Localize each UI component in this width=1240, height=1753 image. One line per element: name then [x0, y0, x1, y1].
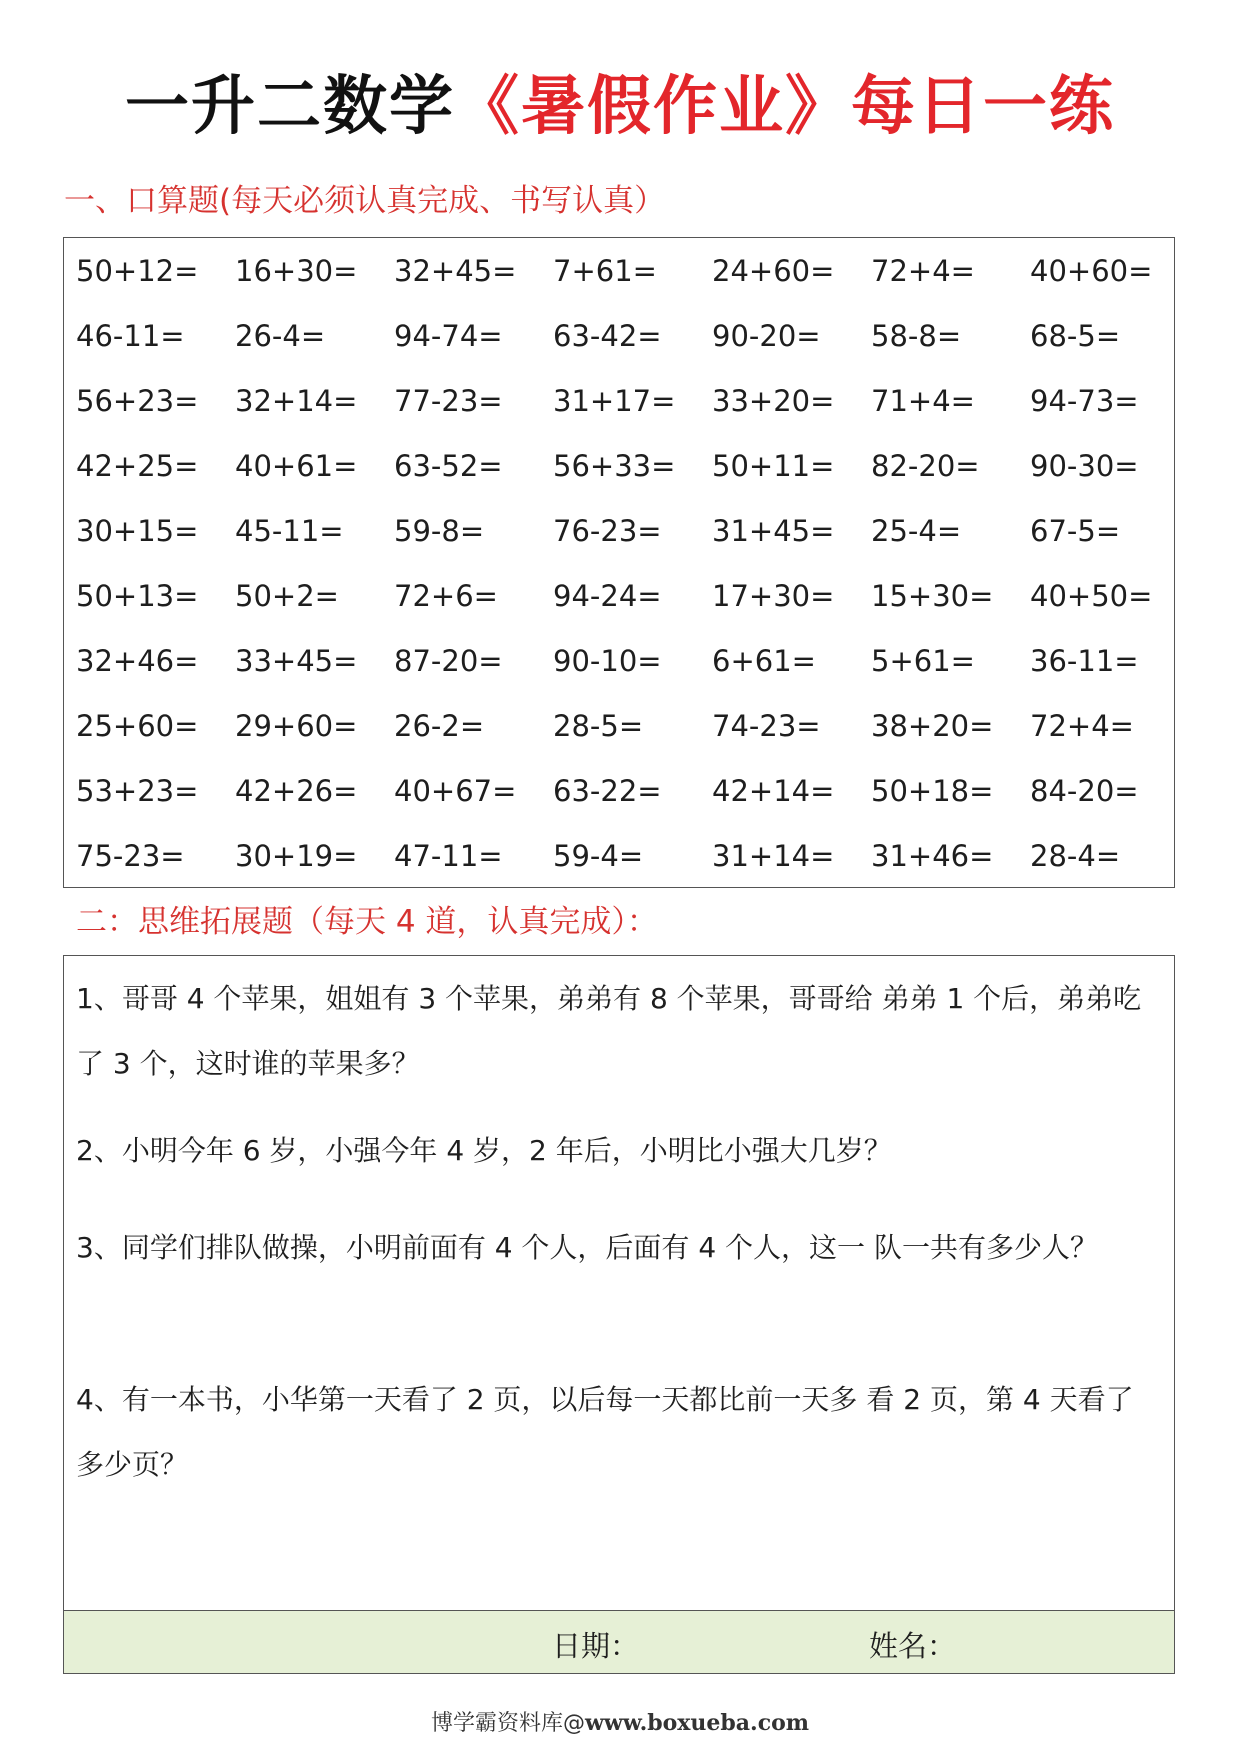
math-item: 7+61= — [553, 254, 657, 288]
math-row — [76, 707, 1189, 772]
math-item: 47-11= — [394, 839, 503, 873]
math-row — [76, 577, 1189, 642]
math-item: 5+61= — [871, 644, 975, 678]
math-item: 50+11= — [712, 449, 835, 483]
math-item: 32+14= — [235, 384, 358, 418]
math-item: 68-5= — [1030, 319, 1121, 353]
math-item: 90-20= — [712, 319, 821, 353]
math-item: 90-30= — [1030, 449, 1139, 483]
math-item: 33+20= — [712, 384, 835, 418]
math-row — [76, 317, 1189, 382]
math-item: 82-20= — [871, 449, 980, 483]
math-item: 72+6= — [394, 579, 498, 613]
math-item: 72+4= — [1030, 709, 1134, 743]
math-item: 15+30= — [871, 579, 994, 613]
math-item: 26-4= — [235, 319, 326, 353]
math-item: 46-11= — [76, 319, 185, 353]
math-item: 50+18= — [871, 774, 994, 808]
math-item: 45-11= — [235, 514, 344, 548]
math-item: 76-23= — [553, 514, 662, 548]
math-row — [76, 252, 1189, 317]
math-item: 50+12= — [76, 254, 199, 288]
problem-4: 4、有一本书，小华第一天看了 2 页，以后每一天都比前一天多 看 2 页，第 4 天看了多少页？ — [76, 1383, 1134, 1481]
math-item: 42+14= — [712, 774, 835, 808]
math-item: 50+13= — [76, 579, 199, 613]
math-item: 31+14= — [712, 839, 835, 873]
math-row — [76, 512, 1189, 577]
math-item: 67-5= — [1030, 514, 1121, 548]
math-item: 28-4= — [1030, 839, 1121, 873]
math-item: 75-23= — [76, 839, 185, 873]
math-item: 36-11= — [1030, 644, 1139, 678]
math-item: 53+23= — [76, 774, 199, 808]
math-item: 17+30= — [712, 579, 835, 613]
math-item: 63-52= — [394, 449, 503, 483]
math-item: 26-2= — [394, 709, 485, 743]
watermark-prefix: 博学霸资料库@ — [430, 1711, 585, 1736]
math-item: 16+30= — [235, 254, 358, 288]
math-item: 42+25= — [76, 449, 199, 483]
math-item: 38+20= — [871, 709, 994, 743]
math-item: 42+26= — [235, 774, 358, 808]
math-item: 63-22= — [553, 774, 662, 808]
math-item: 59-4= — [553, 839, 644, 873]
title-homework: 《暑假作业》每日一练 — [455, 70, 1115, 144]
math-item: 31+46= — [871, 839, 994, 873]
footer-band — [64, 1610, 1174, 1673]
math-item: 32+46= — [76, 644, 199, 678]
math-item: 25+60= — [76, 709, 199, 743]
mental-math-grid — [76, 252, 1189, 902]
math-item: 71+4= — [871, 384, 975, 418]
math-item: 94-24= — [553, 579, 662, 613]
title-grade: 一升二数学 — [125, 70, 455, 144]
math-item: 31+17= — [553, 384, 676, 418]
mental-math-box — [63, 237, 1175, 888]
problem-1: 1、哥哥 4 个苹果，姐姐有 3 个苹果，弟弟有 8 个苹果，哥哥给 弟弟 1 个后，弟弟吃了 3 个，这时谁的苹果多？ — [76, 982, 1142, 1080]
math-item: 6+61= — [712, 644, 816, 678]
math-item: 29+60= — [235, 709, 358, 743]
math-item: 24+60= — [712, 254, 835, 288]
watermark — [0, 1706, 1240, 1737]
math-item: 63-42= — [553, 319, 662, 353]
math-item: 40+67= — [394, 774, 517, 808]
date-label: 日期： — [552, 1629, 640, 1663]
math-item: 40+61= — [235, 449, 358, 483]
math-row — [76, 837, 1189, 902]
page-title — [0, 62, 1240, 152]
math-item: 74-23= — [712, 709, 821, 743]
math-item: 56+33= — [553, 449, 676, 483]
math-item: 90-10= — [553, 644, 662, 678]
section2-heading: 二：思维拓展题（每天 4 道，认真完成）： — [76, 904, 658, 940]
math-item: 30+19= — [235, 839, 358, 873]
problem-3: 3、同学们排队做操，小明前面有 4 个人，后面有 4 个人，这一 队一共有多少人？ — [76, 1231, 1098, 1264]
math-item: 30+15= — [76, 514, 199, 548]
math-item: 40+50= — [1030, 579, 1153, 613]
math-item: 40+60= — [1030, 254, 1153, 288]
math-item: 94-73= — [1030, 384, 1139, 418]
math-item: 31+45= — [712, 514, 835, 548]
math-item: 94-74= — [394, 319, 503, 353]
math-item: 25-4= — [871, 514, 962, 548]
math-item: 58-8= — [871, 319, 962, 353]
problem-2: 2、小明今年 6 岁，小强今年 4 岁，2 年后，小明比小强大几岁？ — [76, 1134, 892, 1167]
math-item: 84-20= — [1030, 774, 1139, 808]
word-problems-box — [63, 955, 1175, 1674]
math-item: 72+4= — [871, 254, 975, 288]
math-row — [76, 447, 1189, 512]
name-label: 姓名： — [869, 1629, 957, 1663]
math-row — [76, 382, 1189, 447]
section1-heading: 一、口算题(每天必须认真完成、书写认真） — [64, 183, 666, 219]
math-item: 33+45= — [235, 644, 358, 678]
math-item: 77-23= — [394, 384, 503, 418]
math-row — [76, 772, 1189, 837]
math-row — [76, 642, 1189, 707]
math-item: 50+2= — [235, 579, 339, 613]
watermark-url: www.boxueba.com — [584, 1710, 810, 1736]
math-item: 32+45= — [394, 254, 517, 288]
math-item: 56+23= — [76, 384, 199, 418]
math-item: 28-5= — [553, 709, 644, 743]
math-item: 87-20= — [394, 644, 503, 678]
math-item: 59-8= — [394, 514, 485, 548]
